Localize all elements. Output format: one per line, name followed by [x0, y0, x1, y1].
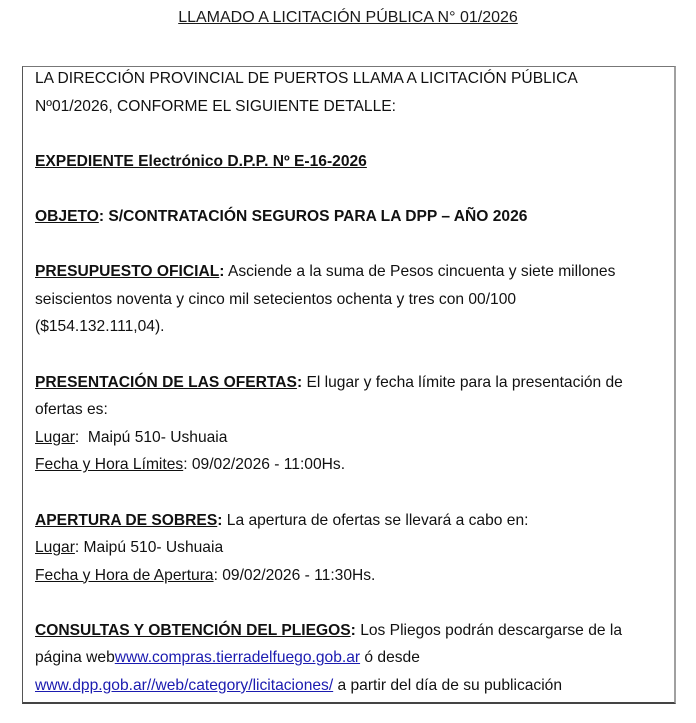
apertura-fecha — [35, 562, 665, 590]
expediente-line — [35, 148, 665, 176]
apertura-lugar-value: : Maipú 510- Ushuaia — [74, 539, 224, 557]
apertura-colon: : — [217, 511, 223, 529]
presentacion-label: PRESENTACIÓN DE LAS OFERTAS — [35, 373, 297, 391]
presentacion-line-2: ofertas es: — [35, 401, 108, 419]
notice-content — [35, 65, 665, 700]
presupuesto-colon: : — [219, 263, 225, 281]
presentacion-text-1: El lugar y fecha límite para la presentación de — [302, 373, 623, 391]
apertura-lugar — [35, 534, 665, 562]
apertura-text-1: La apertura de ofertas se llevará a cabo en: — [222, 511, 529, 529]
apertura-fecha-label: Fecha y Hora de Apertura — [35, 566, 214, 584]
objeto-line — [35, 203, 665, 231]
document-title: LLAMADO A LICITACIÓN PÚBLICA N° 01/2026 — [178, 9, 518, 26]
consultas-line-2 — [35, 644, 665, 672]
consultas-line-1 — [35, 617, 665, 645]
presentacion-fecha-value: : 09/02/2026 - 11:00Hs. — [183, 456, 346, 474]
apertura-fecha-value: : 09/02/2026 - 11:30Hs. — [213, 566, 376, 584]
consultas-line-3-suffix: a partir del día de su publicación — [333, 677, 563, 695]
consultas-colon: : — [350, 621, 356, 639]
dpp-link[interactable]: www.dpp.gob.ar//web/category/licitaciones/ — [35, 677, 334, 695]
consultas-line-3 — [35, 672, 665, 700]
presentacion-lugar-value: : Maipú 510- Ushuaia — [74, 428, 228, 446]
intro-line-2: Nº01/2026, CONFORME EL SIGUIENTE DETALLE: — [35, 97, 396, 115]
presupuesto-label: PRESUPUESTO OFICIAL — [35, 263, 220, 281]
expediente-label: EXPEDIENTE Electrónico D.P.P. Nº E-16-2026 — [35, 152, 367, 170]
consultas-suffix: ó desde — [360, 649, 420, 667]
apertura-lugar-label: Lugar — [35, 539, 75, 557]
compras-link[interactable]: www.compras.tierradelfuego.gob.ar — [114, 649, 361, 667]
presentacion-line-1 — [35, 369, 665, 397]
notice-box — [22, 66, 676, 704]
presentacion-lugar-label: Lugar — [35, 428, 75, 446]
presentacion-fecha — [35, 451, 665, 479]
presupuesto-line-2: seiscientos noventa y cinco mil setecientos ochenta y tres con 00/100 — [35, 290, 517, 308]
intro-line-1: LA DIRECCIÓN PROVINCIAL DE PUERTOS LLAMA A LICITACIÓN PÚBLICA — [35, 70, 578, 87]
presupuesto-line-3: ($154.132.111,04). — [35, 318, 165, 336]
apertura-line-1 — [35, 507, 665, 535]
consultas-label: CONSULTAS Y OBTENCIÓN DEL PLIEGOS — [35, 621, 351, 639]
apertura-label: APERTURA DE SOBRES — [35, 511, 218, 529]
consultas-text-1: Los Pliegos podrán descargarse de la — [355, 621, 623, 639]
objeto-label: OBJETO — [35, 207, 99, 225]
presentacion-fecha-label: Fecha y Hora Límites — [35, 456, 184, 474]
objeto-text: : S/CONTRATACIÓN SEGUROS PARA LA DPP – AÑO 2026 — [98, 207, 528, 225]
presupuesto-line-1 — [35, 258, 665, 286]
presentacion-lugar — [35, 424, 665, 452]
presupuesto-text-1: Asciende a la suma de Pesos cincuenta y siete millones — [224, 263, 616, 281]
presentacion-colon: : — [296, 373, 303, 391]
consultas-prefix: página web — [35, 649, 115, 667]
